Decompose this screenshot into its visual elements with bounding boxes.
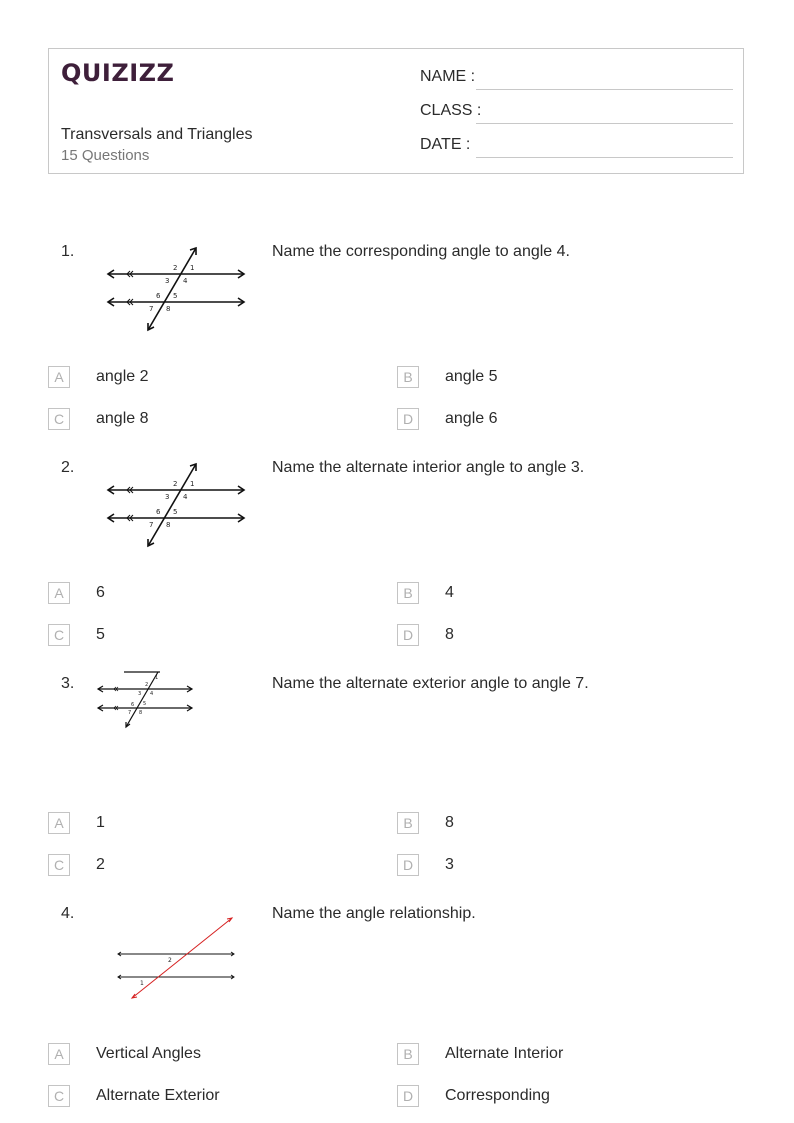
- angle-label: 3: [165, 493, 170, 501]
- option-c-text: 2: [96, 856, 105, 873]
- angle-label: 1: [155, 675, 159, 681]
- angle-label: 3: [138, 691, 142, 697]
- option-a-text: 1: [96, 814, 105, 831]
- option-b-box[interactable]: B: [397, 1043, 419, 1065]
- question-number: 4.: [61, 905, 75, 922]
- option-b-text: angle 5: [445, 368, 498, 385]
- angle-label: 8: [166, 305, 171, 313]
- question-number: 3.: [61, 675, 75, 692]
- question-text: Name the corresponding angle to angle 4.: [272, 243, 570, 260]
- option-d-box[interactable]: D: [397, 1085, 419, 1107]
- angle-label: 1: [140, 980, 144, 987]
- option-a-box[interactable]: A: [48, 812, 70, 834]
- option-b-box[interactable]: B: [397, 812, 419, 834]
- angle-label: 1: [190, 264, 195, 272]
- transversal-line: [148, 464, 196, 546]
- option-c-text: angle 8: [96, 410, 149, 427]
- angle-label: 7: [149, 305, 154, 313]
- angle-relationship-diagram: [110, 910, 240, 1006]
- option-b-text: 8: [445, 814, 454, 831]
- name-field[interactable]: [476, 89, 733, 90]
- angle-label: 5: [143, 701, 147, 707]
- angle-label: 7: [128, 710, 132, 716]
- option-d-box[interactable]: D: [397, 624, 419, 646]
- option-d-text: 8: [445, 626, 454, 643]
- option-d-text: 3: [445, 856, 454, 873]
- option-a-text: angle 2: [96, 368, 149, 385]
- worksheet-title: Transversals and Triangles: [61, 126, 253, 143]
- option-c-text: 5: [96, 626, 105, 643]
- angle-label: 4: [150, 691, 154, 697]
- angle-label: 2: [168, 957, 172, 964]
- question-text: Name the alternate interior angle to angle 3.: [272, 459, 585, 476]
- option-a-box[interactable]: A: [48, 1043, 70, 1065]
- option-c-text: Alternate Exterior: [96, 1087, 220, 1104]
- angle-label: 5: [173, 292, 178, 300]
- option-a-text: Vertical Angles: [96, 1045, 201, 1062]
- transversal-line: [132, 918, 232, 998]
- option-c-box[interactable]: C: [48, 1085, 70, 1107]
- option-c-box[interactable]: C: [48, 408, 70, 430]
- angle-label: 6: [156, 508, 161, 516]
- question-text: Name the alternate exterior angle to angle 7.: [272, 675, 589, 692]
- class-label: CLASS :: [420, 102, 482, 119]
- angle-label: 2: [173, 480, 178, 488]
- option-b-box[interactable]: B: [397, 366, 419, 388]
- transversal-diagram: [100, 240, 252, 336]
- transversal-diagram: [94, 668, 198, 732]
- angle-label: 4: [183, 493, 188, 501]
- date-field[interactable]: [476, 157, 733, 158]
- option-d-text: Corresponding: [445, 1087, 550, 1104]
- option-b-text: Alternate Interior: [445, 1045, 564, 1062]
- angle-label: 5: [173, 508, 178, 516]
- question-number: 1.: [61, 243, 75, 260]
- class-field[interactable]: [476, 123, 733, 124]
- angle-label: 1: [190, 480, 195, 488]
- option-d-text: angle 6: [445, 410, 498, 427]
- angle-label: 6: [131, 702, 135, 708]
- option-d-box[interactable]: D: [397, 854, 419, 876]
- transversal-diagram: [100, 456, 252, 552]
- option-a-text: 6: [96, 584, 105, 601]
- angle-label: 2: [145, 682, 149, 688]
- option-c-box[interactable]: C: [48, 854, 70, 876]
- name-label: NAME :: [420, 68, 476, 85]
- angle-label: 6: [156, 292, 161, 300]
- option-a-box[interactable]: A: [48, 366, 70, 388]
- question-count: 15 Questions: [61, 147, 150, 164]
- option-b-box[interactable]: B: [397, 582, 419, 604]
- date-label: DATE :: [420, 136, 471, 153]
- transversal-line: [126, 672, 158, 727]
- angle-label: 2: [173, 264, 178, 272]
- angle-label: 3: [165, 277, 170, 285]
- worksheet-header: [48, 48, 744, 174]
- transversal-line: [148, 248, 196, 330]
- question-number: 2.: [61, 459, 75, 476]
- angle-label: 4: [183, 277, 188, 285]
- angle-label: 8: [166, 521, 171, 529]
- option-d-box[interactable]: D: [397, 408, 419, 430]
- question-text: Name the angle relationship.: [272, 905, 476, 922]
- angle-label: 7: [149, 521, 154, 529]
- angle-label: 8: [139, 710, 143, 716]
- option-c-box[interactable]: C: [48, 624, 70, 646]
- option-a-box[interactable]: A: [48, 582, 70, 604]
- quizizz-logo: QUIZIZZ: [61, 59, 175, 87]
- option-b-text: 4: [445, 584, 454, 601]
